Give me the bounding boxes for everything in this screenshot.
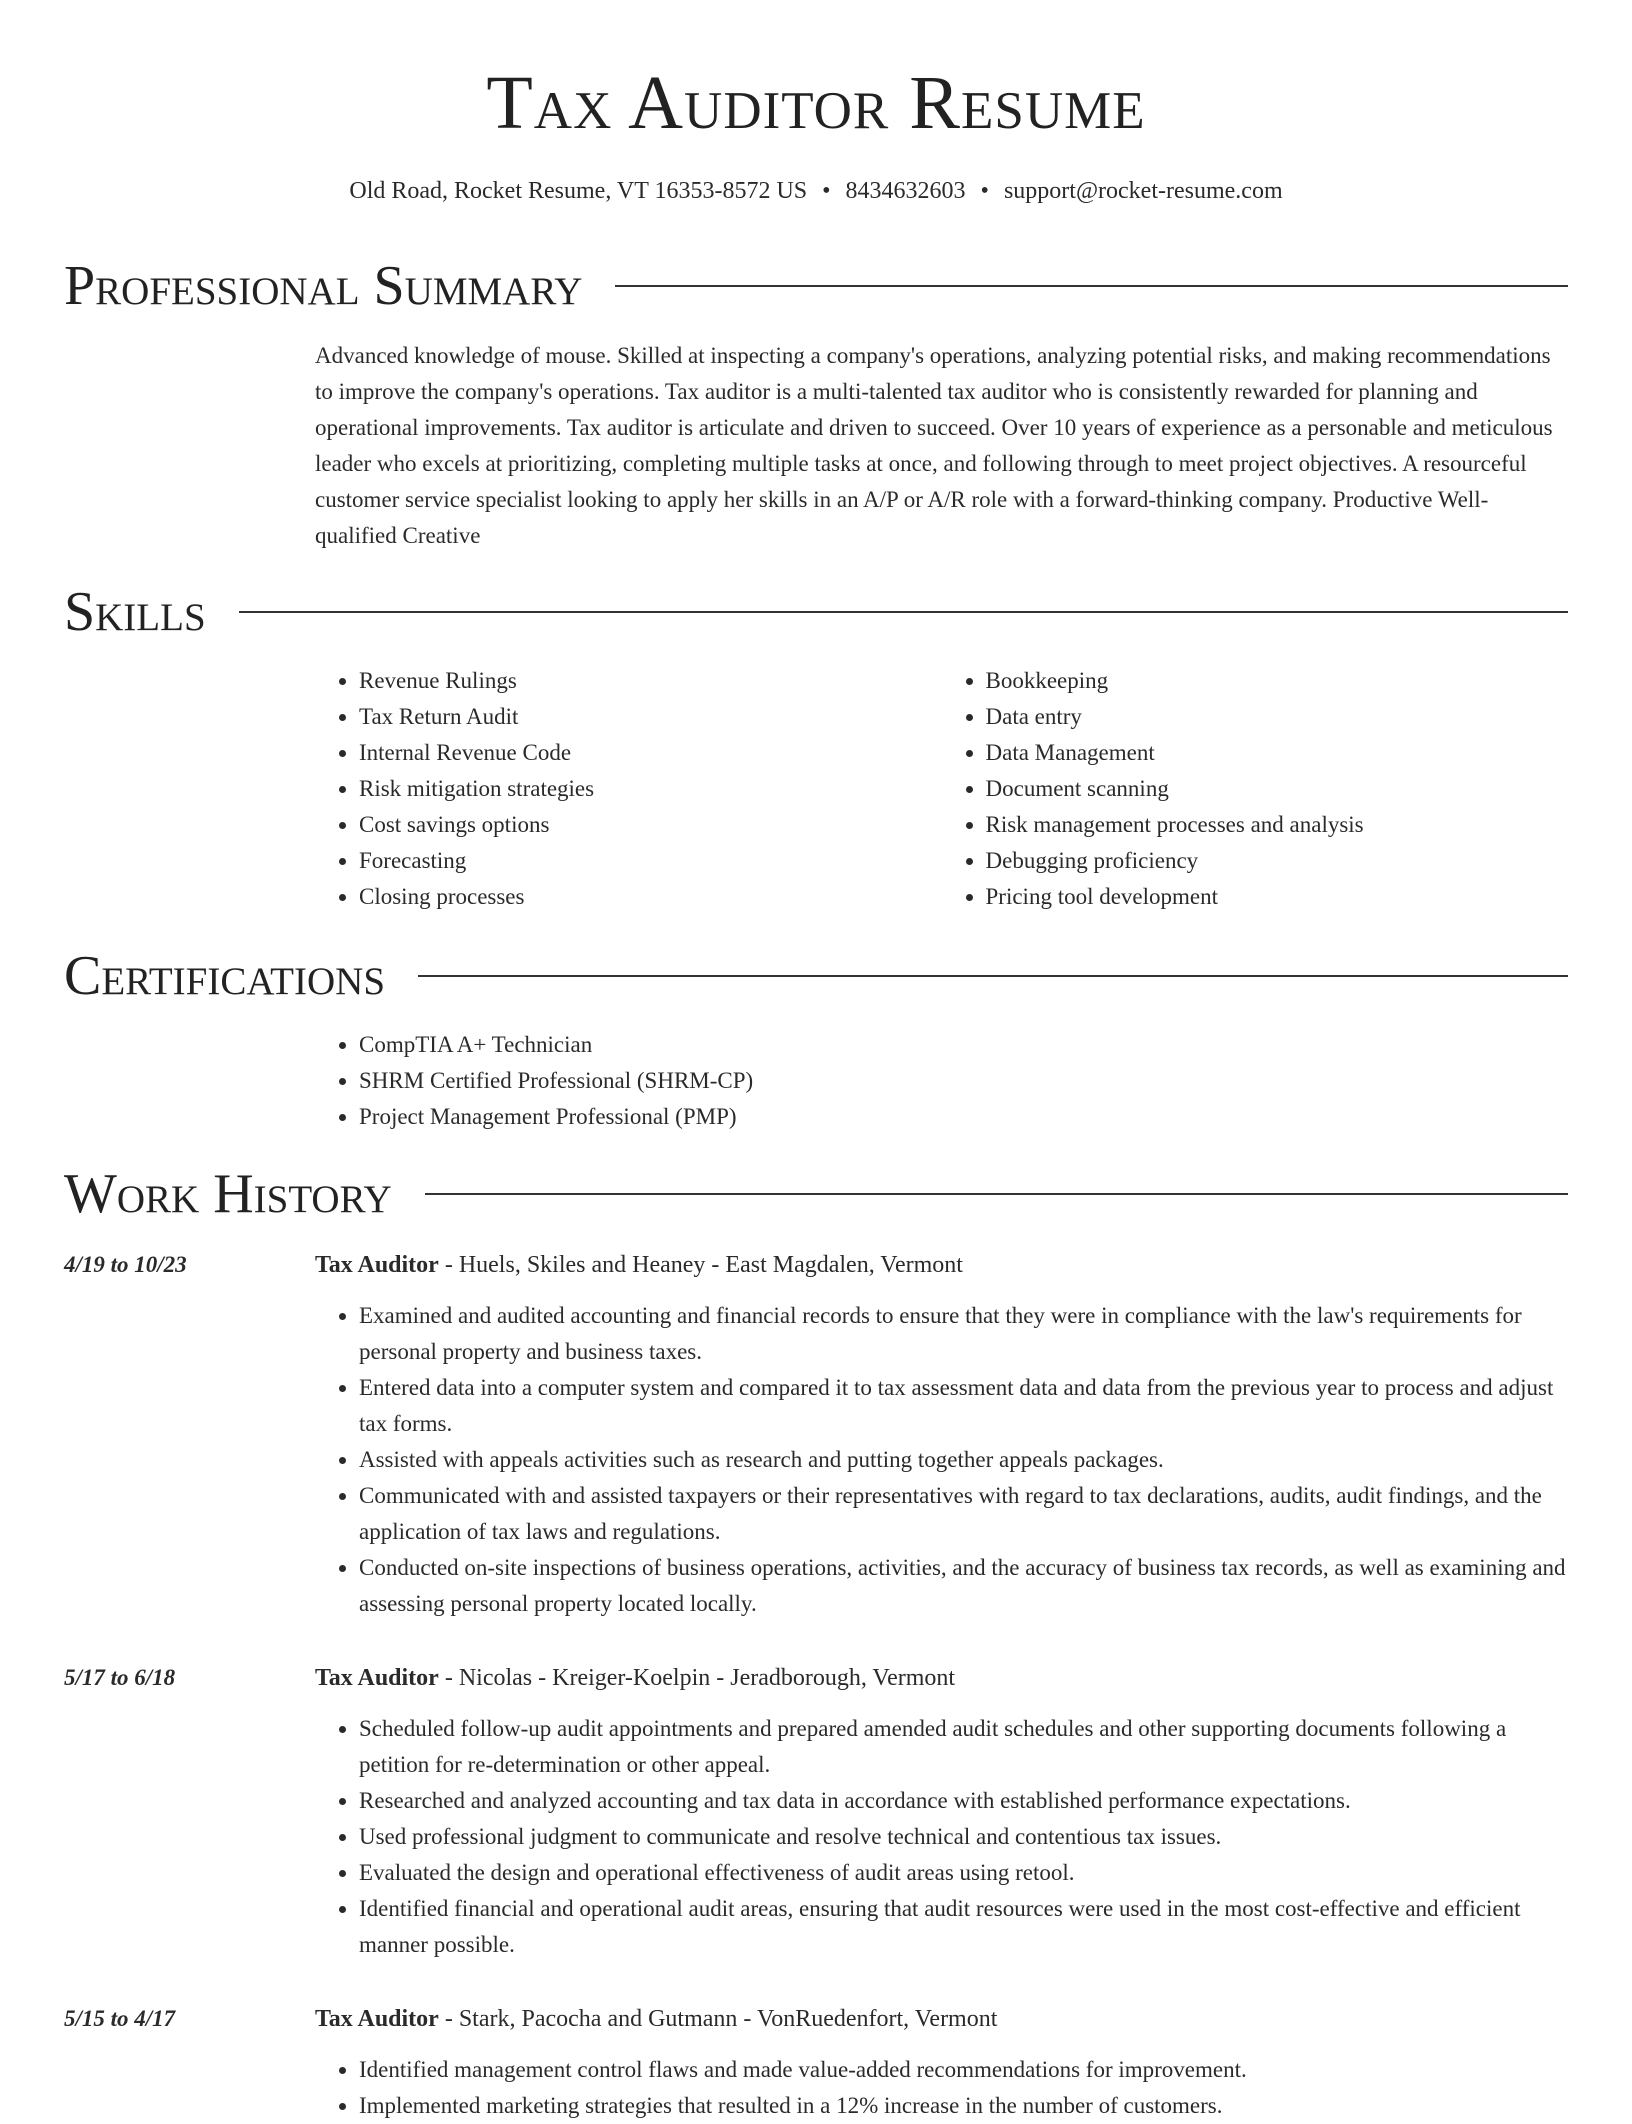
job-entry: [315, 2001, 1568, 2124]
skill-item: • Debugging proficiency: [986, 843, 1569, 879]
skill-item: • Document scanning: [986, 771, 1569, 807]
skills-section-header: [64, 580, 1568, 644]
contact-separator: •: [822, 178, 831, 204]
job-employer: - Nicolas - Kreiger-Koelpin - Jeradborough, Vermont: [438, 1665, 956, 1691]
contact-address: Old Road, Rocket Resume, VT 16353-8572 US: [349, 178, 808, 204]
section-divider: [425, 1193, 1568, 1195]
skill-item: • Revenue Rulings: [359, 663, 942, 699]
skill-item: • Tax Return Audit: [359, 699, 942, 735]
certifications-section-header: [64, 944, 1568, 1008]
certifications-list: [315, 1027, 1568, 1135]
certifications-heading: Certifications: [64, 945, 386, 1007]
work-heading: Work History: [64, 1163, 392, 1225]
skill-item: • Data Management: [986, 735, 1569, 771]
job-bullet: • Examined and audited accounting and financial records to ensure that they were in compliance with the law's requirements for personal property and business taxes.: [359, 1298, 1568, 1370]
job-bullet: • Used professional judgment to communicate and resolve technical and contentious tax issues.: [359, 1819, 1568, 1855]
job-bullet: • Researched and analyzed accounting and tax data in accordance with established performance expectations.: [359, 1783, 1568, 1819]
skill-item: • Bookkeeping: [986, 663, 1569, 699]
skills-column-left: [315, 663, 942, 915]
skill-item: • Forecasting: [359, 843, 942, 879]
job-employer: - Huels, Skiles and Heaney - East Magdalen, Vermont: [438, 1252, 963, 1278]
skills-column-right: [942, 663, 1569, 915]
skills-heading: Skills: [64, 581, 206, 643]
work-section-header: [64, 1162, 1568, 1226]
job-bullet: • Assisted with appeals activities such as research and putting together appeals packages.: [359, 1442, 1568, 1478]
skill-item: • Pricing tool development: [986, 879, 1569, 915]
job-dates: 5/15 to 4/17: [64, 2006, 176, 2031]
job-heading: [315, 2001, 1568, 2037]
job-title: Tax Auditor: [315, 1665, 439, 1691]
job-bullets: [315, 1711, 1568, 1963]
contact-phone: 8434632603: [845, 178, 966, 204]
summary-heading: Professional Summary: [64, 255, 583, 317]
resume-title: Tax Auditor Resume: [486, 61, 1146, 145]
section-divider: [239, 611, 1568, 613]
job-entry: [315, 1660, 1568, 1963]
summary-text: Advanced knowledge of mouse. Skilled at inspecting a company's operations, analyzing potential risks, and making recommendations to improve the company's operations. Tax auditor is a multi-talented tax auditor who is consistently rewarded for planning and operational improvements. Tax auditor is articulate and driven to succeed. Over 10 years of experience as a personable and meticulous leader who excels at prioritizing, completing multiple tasks at once, and following through to meet project objectives. A resourceful customer service specialist looking to apply her skills in an A/P or A/R role with a forward-thinking company. Productive Well-qualified Creative: [315, 343, 1553, 548]
job-heading: [315, 1247, 1568, 1283]
contact-email: support@rocket-resume.com: [1003, 178, 1283, 204]
skill-item: • Data entry: [986, 699, 1569, 735]
job-bullet: • Identified management control flaws and made value-added recommendations for improvement.: [359, 2052, 1568, 2088]
job-bullet: • Scheduled follow-up audit appointments and prepared amended audit schedules and other supporting documents following a petition for re-determination or other appeal.: [359, 1711, 1568, 1783]
job-bullet: • Communicated with and assisted taxpayers or their representatives with regard to tax declarations, audits, audit findings, and the application of tax laws and regulations.: [359, 1478, 1568, 1550]
job-bullet: • Conducted on-site inspections of business operations, activities, and the accuracy of business tax records, as well as examining and assessing personal property located locally.: [359, 1550, 1568, 1622]
contact-line: [0, 174, 1632, 208]
skill-item: • Cost savings options: [359, 807, 942, 843]
skill-item: • Closing processes: [359, 879, 942, 915]
summary-section-header: [64, 254, 1568, 318]
certification-item: • Project Management Professional (PMP): [359, 1099, 1568, 1135]
job-employer: - Stark, Pacocha and Gutmann - VonRuedenfort, Vermont: [438, 2006, 998, 2032]
job-bullet: • Identified financial and operational audit areas, ensuring that audit resources were used in the most cost-effective and efficient manner possible.: [359, 1891, 1568, 1963]
job-bullet: • Evaluated the design and operational effectiveness of audit areas using retool.: [359, 1855, 1568, 1891]
skill-item: • Internal Revenue Code: [359, 735, 942, 771]
job-bullet: • Implemented marketing strategies that resulted in a 12% increase in the number of customers.: [359, 2088, 1568, 2124]
skills-list: [315, 663, 1568, 915]
certification-item: • SHRM Certified Professional (SHRM-CP): [359, 1063, 1568, 1099]
contact-separator: •: [980, 178, 989, 204]
certification-item: • CompTIA A+ Technician: [359, 1027, 1568, 1063]
skill-item: • Risk management processes and analysis: [986, 807, 1569, 843]
job-title: Tax Auditor: [315, 2006, 439, 2032]
job-heading: [315, 1660, 1568, 1696]
section-divider: [615, 285, 1568, 287]
job-entry: [315, 1247, 1568, 1622]
job-dates: 5/17 to 6/18: [64, 1665, 176, 1690]
job-bullets: [315, 1298, 1568, 1622]
job-title: Tax Auditor: [315, 1252, 439, 1278]
job-dates: 4/19 to 10/23: [64, 1252, 187, 1277]
section-divider: [418, 975, 1568, 977]
job-bullets: [315, 2052, 1568, 2124]
job-bullet: • Entered data into a computer system and compared it to tax assessment data and data from the previous year to process and adjust tax forms.: [359, 1370, 1568, 1442]
skill-item: • Risk mitigation strategies: [359, 771, 942, 807]
